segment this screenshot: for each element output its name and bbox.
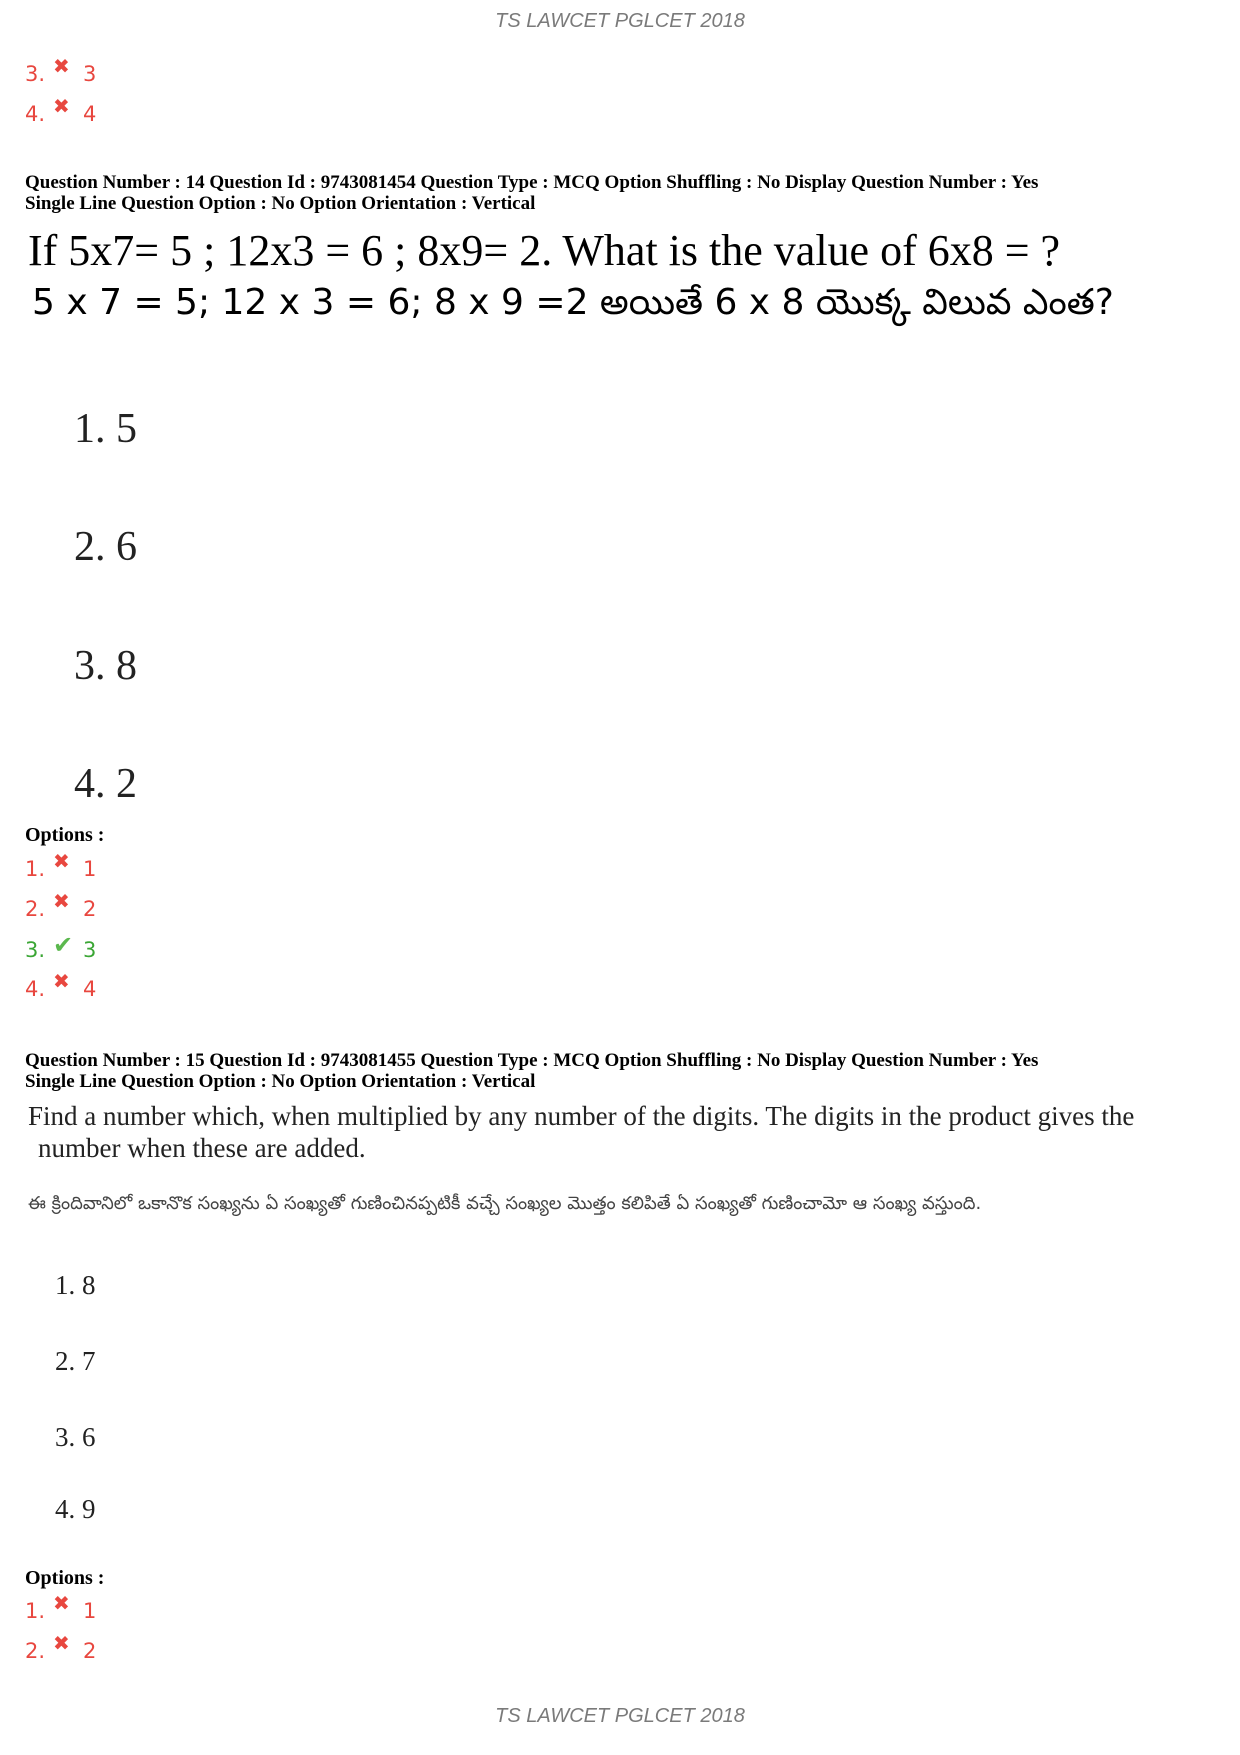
question-choice: 4. 9 <box>55 1494 96 1524</box>
cross-icon: ✖ <box>53 889 70 913</box>
check-icon: ✔ <box>53 931 74 959</box>
question-text-telugu: ఈ క్రిందివానిలో ఒకానొక సంఖ్యను ఏ సంఖ్యతో గుణించినప్పటికీ వచ్చే సంఖ్యల మొత్తం కలిపితే ఏ సంఖ్యతో గుణించామో ఆ సంఖ్య వస్తుంది. <box>28 1193 982 1214</box>
cross-icon: ✖ <box>53 1631 70 1655</box>
question-text-english: Find a number which, when multiplied by any number of the digits. The digits in the product gives the number when these are added. <box>28 1101 1135 1163</box>
option-row: 3. ✖ 3 <box>25 54 97 86</box>
option-row: 4. ✖ 4 <box>25 969 97 1001</box>
option-row: 1. ✖ 1 <box>25 849 97 881</box>
option-row-correct: 3. ✔ 3 <box>25 931 97 962</box>
question-meta: Question Number : 14 Question Id : 9743081454 Question Type : MCQ Option Shuffling : No Display Question Number : Yes Single Line Question Option : No Option Orientation : Vertical <box>25 172 1039 214</box>
options-label: Options : <box>25 824 105 846</box>
question-choice: 3. 6 <box>55 1422 96 1452</box>
question-choice: 2. 6 <box>74 524 137 570</box>
option-row: 4. ✖ 4 <box>25 94 97 126</box>
cross-icon: ✖ <box>53 1591 70 1615</box>
question-choice: 4. 2 <box>74 761 137 807</box>
question-choice: 2. 7 <box>55 1346 96 1376</box>
question-text-telugu: 5 x 7 = 5; 12 x 3 = 6; 8 x 9 =2 అయితే 6 x 8 యొక్క విలువ ఎంత? <box>32 282 1114 323</box>
question-choice: 1. 8 <box>55 1270 96 1300</box>
cross-icon: ✖ <box>53 54 70 78</box>
page-footer: TS LAWCET PGLCET 2018 <box>495 1705 745 1727</box>
question-text-english: If 5x7= 5 ; 12x3 = 6 ; 8x9= 2. What is the value of 6x8 = ? <box>28 226 1061 275</box>
question-choice: 3. 8 <box>74 643 137 689</box>
cross-icon: ✖ <box>53 969 70 993</box>
options-label: Options : <box>25 1567 105 1589</box>
cross-icon: ✖ <box>53 94 70 118</box>
question-choice: 1. 5 <box>74 406 137 452</box>
cross-icon: ✖ <box>53 849 70 873</box>
question-meta: Question Number : 15 Question Id : 9743081455 Question Type : MCQ Option Shuffling : No Display Question Number : Yes Single Line Question Option : No Option Orientation : Vertical <box>25 1050 1039 1092</box>
option-row: 2. ✖ 2 <box>25 889 97 921</box>
option-row: 1. ✖ 1 <box>25 1591 97 1623</box>
option-row: 2. ✖ 2 <box>25 1631 97 1663</box>
page-header: TS LAWCET PGLCET 2018 <box>495 10 745 32</box>
